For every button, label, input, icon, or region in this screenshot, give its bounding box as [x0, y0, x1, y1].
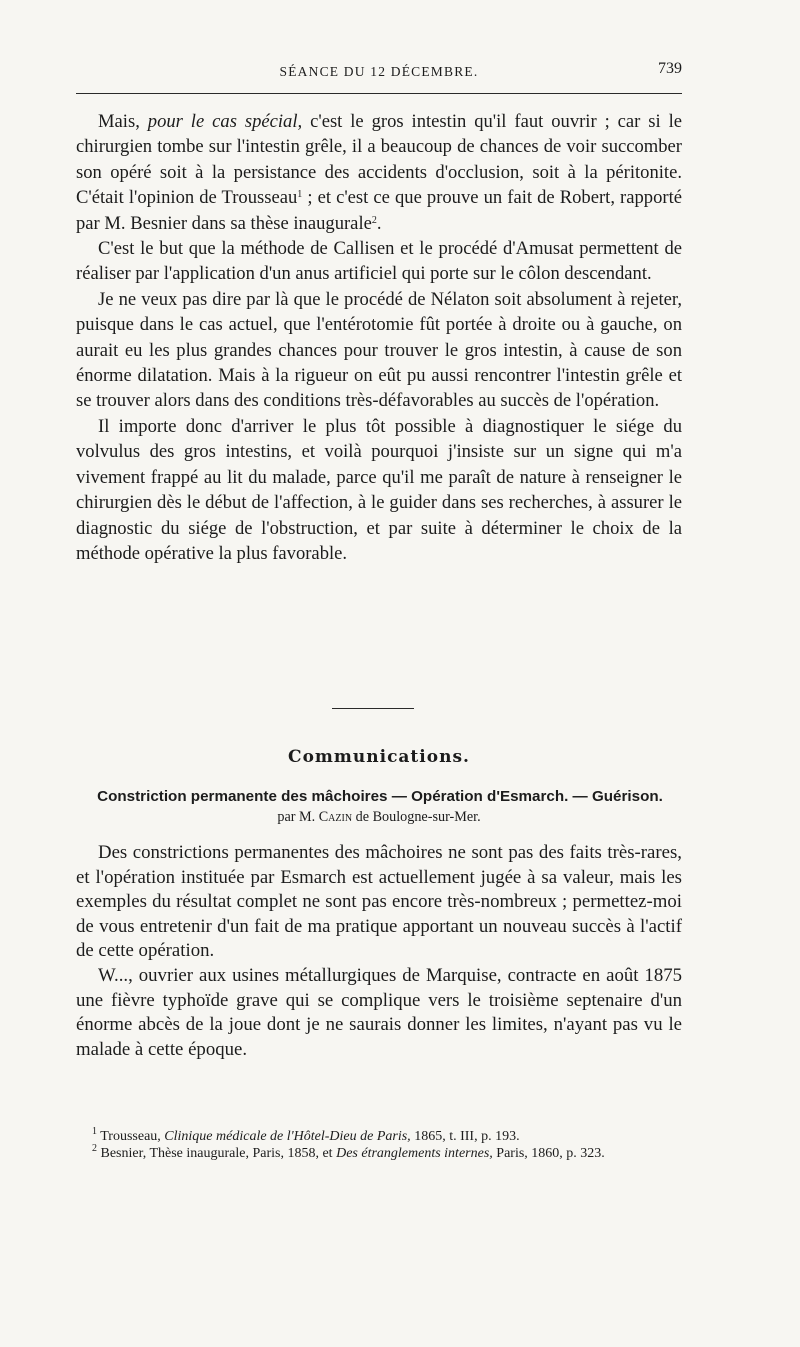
paragraph-2: C'est le but que la méthode de Callisen et le procédé d'Amusat permettent de réaliser par l'application d'un anus artificiel qui porte sur le côlon descendant. — [76, 238, 682, 285]
article-paragraph-1: Des constrictions permanentes des mâchoires ne sont pas des faits très-rares, et l'opération instituée par Esmarch est actuellement jugée à sa valeur, mais les exemples du résultat complet ne sont pas encore très-nombreux ; permettez-moi de vous entretenir d'un fait de ma pratique apportant un nouveau succès à l'actif de cette opération. — [76, 842, 682, 962]
author-line: par M. Cazin de Boulogne-sur-Mer. — [277, 809, 481, 825]
section-divider — [332, 708, 414, 709]
header-rule — [76, 93, 682, 94]
footnote-2: $^2$ Besnier, Thèse inaugurale, Paris, 1858, et Des étranglements internes, Paris, 1860, p. 323. — [92, 1143, 605, 1161]
author-name: Cazin — [318, 809, 353, 825]
paragraph-1: Mais, pour le cas spécial, c'est le gros intestin qu'il faut ouvrir ; car si le chirurgien tombe sur l'intestin grêle, il a beaucoup de chances de voir succomber son opéré soit à la persistance des accidents d'occlusion, soit à la péritonite. C'était l'opinion de Trousseau$^1$ ; et c'est ce que prouve un fait de Robert, rapporté par M. Besnier dans sa thèse inaugurale$^2$. — [76, 111, 683, 234]
section-heading: Communications. — [288, 747, 470, 767]
footnote-ref-1[interactable]: 1 — [297, 189, 303, 201]
running-title: SÉANCE DU 12 DÉCEMBRE. — [279, 64, 479, 79]
paragraph-3: Je ne veux pas dire par là que le procédé de Nélaton soit absolument à rejeter, puisque dans le cas actuel, que l'entérotomie fût portée à droite ou à gauche, on aurait eu les plus grandes chances pour trouver le gros intestin, à cause de son énorme dilatation. Mais à la rigueur on eût pu aussi rencontrer l'intestin grêle et se trouver alors dans des conditions très-défavorables au succès de l'opération. — [76, 288, 682, 412]
page-number: 739 — [658, 60, 682, 77]
paragraph-4: Il importe donc d'arriver le plus tôt possible à diagnostiquer le siége du volvulus des gros intestins, et voilà pourquoi j'insiste sur un signe qui m'a vivement frappé au lit du malade, parce qu'il me paraît de nature à renseigner le chirurgien dès le début de l'affection, à le guider dans ses recherches, à assurer le diagnostic du siége de l'obstruction, et par suite à déterminer le choix de la méthode opérative la plus favorable. — [76, 415, 682, 564]
main-text — [76, 109, 682, 566]
footnote-1: $^1$ Trousseau, Clinique médicale de l'Hôtel-Dieu de Paris, 1865, t. III, p. 193. — [92, 1126, 520, 1144]
article-paragraph-2: W..., ouvrier aux usines métallurgiques de Marquise, contracte en août 1875 une fièvre typhoïde grave qui se complique vers le troisième septenaire d'un énorme abcès de la joue dont je ne saurais donner les limites, n'ayant pas vu le malade à cette époque. — [76, 964, 682, 1060]
footnote-ref-2[interactable]: 2 — [371, 214, 377, 226]
emphasis: pour le cas spécial, — [147, 111, 303, 132]
article-text — [76, 841, 682, 1062]
running-head — [76, 60, 682, 84]
footnotes — [76, 1128, 682, 1162]
article-title: Constriction permanente des mâchoires — Opération d'Esmarch. — Guérison. — [97, 788, 663, 805]
